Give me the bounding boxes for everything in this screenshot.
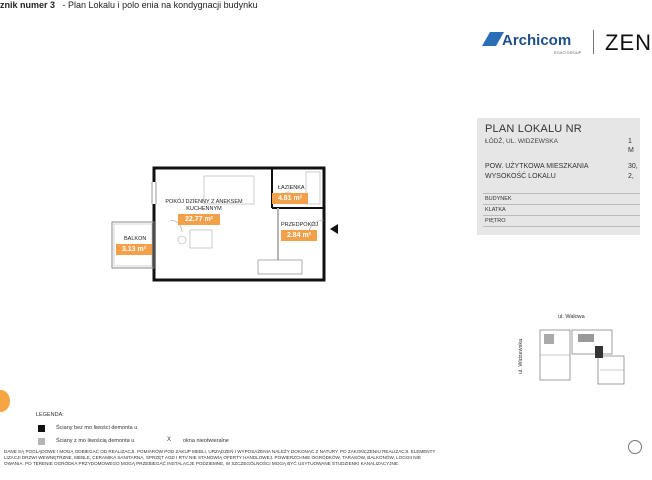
archicom-logo — [480, 28, 586, 60]
header-title: znik numer 3 — [0, 0, 56, 10]
room-name-hall: PRZEDPOKÓJ — [281, 222, 319, 228]
entrance-arrow-icon — [330, 224, 338, 234]
legend-fixed-walls: Ściany bez mo liwości demonta u — [56, 425, 138, 431]
archicom-subtext: ECHO GROUP — [554, 50, 582, 55]
room-area-hall: 2.84 m² — [281, 230, 317, 241]
stair-label: KLATKA — [485, 207, 506, 213]
site-location-map — [520, 300, 640, 410]
room-area-balcony: 3.13 m² — [116, 244, 152, 255]
legend-swatch-fixed-walls — [38, 425, 45, 432]
panel-title: PLAN LOKALU NR — [485, 123, 582, 135]
room-area-living: 22.77 m² — [178, 214, 220, 225]
panel-divider — [483, 226, 640, 227]
apartment-number-partial: 1 — [628, 138, 632, 145]
disclaimer-line: OWANIA. PO TERENIE OGRÓDKA PRZYDOMOWEGO MOGĄ PRZEBIEGAĆ INSTALACJE PODZIEMNE, W SZCZEGÓLNOŚCI MOGĄ BYĆ USYTUOWANE STUDZIENKI KANALIZACYJNE. — [4, 461, 400, 467]
panel-divider — [483, 193, 640, 194]
legend-fixed-windows: okna nieotwieralne — [183, 438, 229, 444]
legend-swatch-removable-walls — [38, 438, 45, 445]
street-label-widzewska: ul. Widzewska — [518, 338, 524, 374]
room-area-bathroom: 4.81 m² — [272, 193, 308, 204]
panel-divider — [483, 204, 640, 205]
zen-logo: ZEN — [605, 30, 652, 55]
floor-plan-drawing — [110, 160, 340, 280]
disclaimer-text — [4, 449, 474, 468]
panel-address: ŁÓDŹ, UL. WIDZEWSKA — [485, 138, 558, 145]
legend-title: LEGENDA: — [36, 412, 64, 418]
usable-area-label: POW. UŻYTKOWA MIESZKANIA — [485, 163, 589, 170]
room-name-bathroom: ŁAZIENKA — [278, 185, 305, 191]
panel-divider — [483, 215, 640, 216]
legend-removable-walls: Ściany z mo liwością demonta u — [56, 438, 135, 444]
legend-x-symbol: X — [167, 437, 172, 443]
page-header — [0, 0, 258, 10]
street-label-walowa: ul. Wałowa — [558, 314, 585, 320]
height-label: WYSOKOŚĆ LOKALU — [485, 173, 556, 180]
header-subtitle: - Plan Lokalu i polo enia na kondygnacji budynku — [62, 0, 258, 10]
compass-icon — [628, 440, 642, 454]
building-label: BUDYNEK — [485, 196, 512, 202]
room-name-living: POKÓJ DZIENNY Z ANEKSEM KUCHENNYM — [165, 199, 243, 212]
room-name-balcony: BALKON — [124, 236, 147, 242]
logo-separator — [593, 30, 594, 54]
usable-area-value: 30, — [628, 163, 638, 170]
disclaimer-line: DANE SĄ POGLĄDOWE I MOGĄ ODBIEGAĆ OD REALIZACJI. POMIARÓW POD ZAKUP MEBLI, URZĄDZEŃ I WYPOSAŻENIA NALEŻY DOKONAĆ Z NATURY. PO ZAKOŃCZENIU REALIZACJI. ELEMENTY — [4, 449, 436, 454]
height-value: 2, — [628, 173, 634, 180]
floor-label: PIĘTRO — [485, 218, 506, 224]
orange-marker-icon — [0, 390, 10, 412]
archicom-wordmark: Archicom — [502, 32, 572, 49]
disclaimer-line: LIZACJI DRZWI WEWNĘTRZNE, MEBLE, CERAMIKA SANITARNA, SPRZĘT AGD I RTV NIE STANOWIĄ OFERTY HANDLOWEJ. POWIERZCHNIE OGRÓDKÓW, TARASÓW, BALKONÓW, LOGGII NIE — [4, 455, 421, 461]
apartment-type-partial: M — [628, 147, 634, 154]
